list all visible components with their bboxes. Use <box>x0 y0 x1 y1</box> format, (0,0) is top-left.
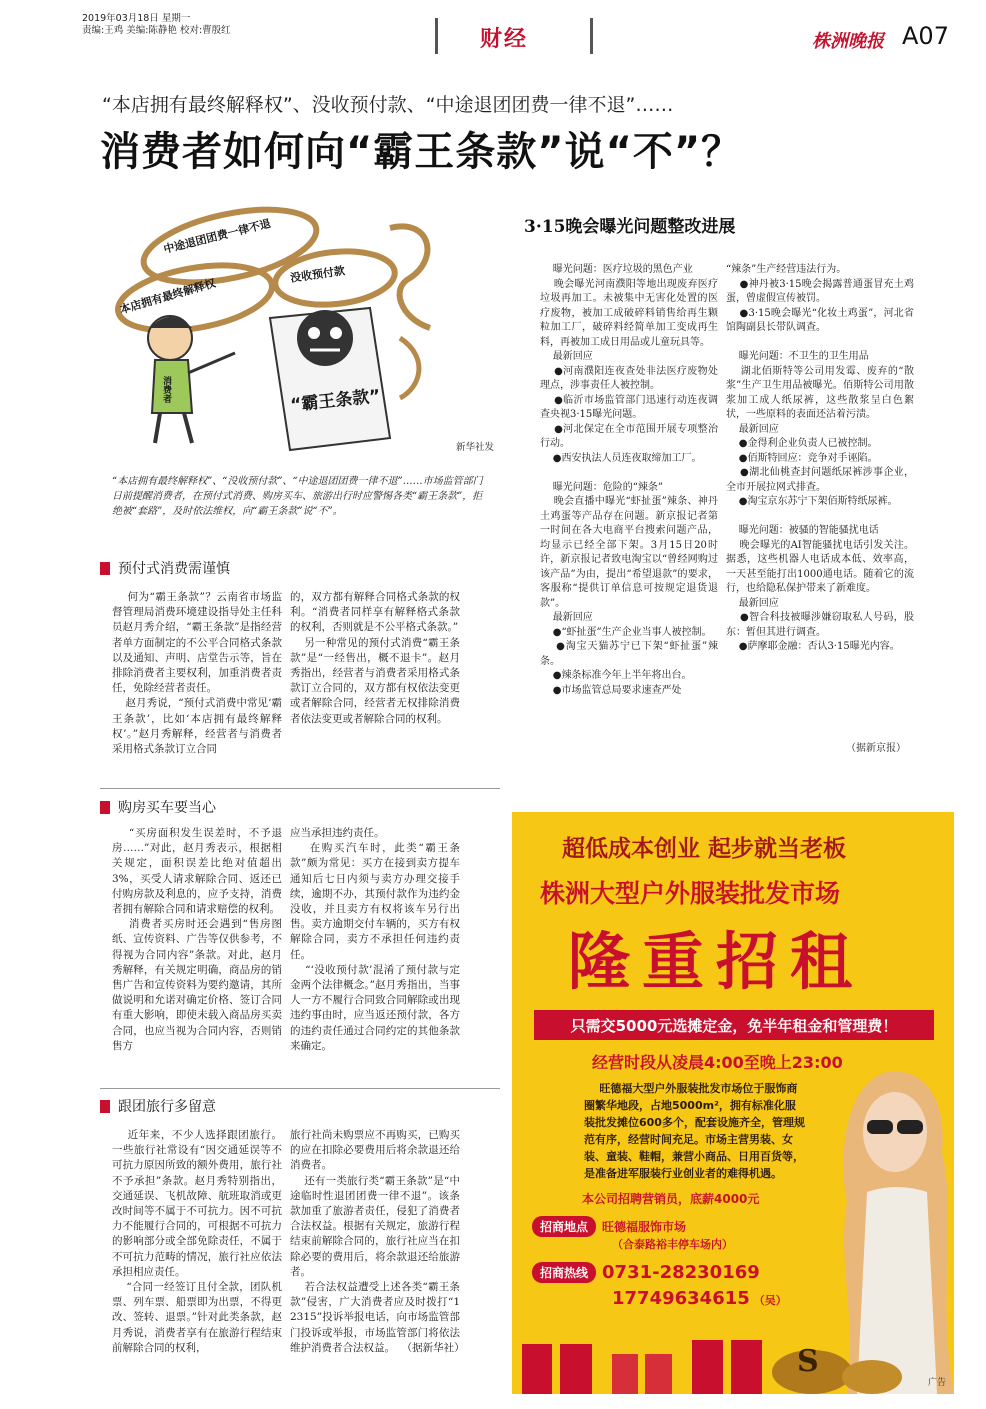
ad-phone-2: 17749634615 <box>612 1288 750 1309</box>
subhead-marker <box>100 801 110 814</box>
ad-phone-1: 0731-28230169 <box>602 1262 760 1283</box>
sidebar-credit: （据新京报） <box>846 743 906 754</box>
ad-description: 旺德福大型户外服装批发市场位于服饰商圈繁华地段，占地5000m²，拥有标准化服装批发摊位600多个，配套设施齐全，管理规范有序，经营时间充足。市场主营男装、女装、童装、鞋帽，兼营小商品、日用百货等，是准备进军服装行业创业者的难得机遇。 <box>584 1082 805 1180</box>
subhead-marker <box>100 1100 110 1113</box>
ad-phone-2-name: （吴） <box>753 1294 787 1307</box>
ad-phone-row <box>532 1262 760 1283</box>
ad-gifts-graphic <box>512 1322 954 1394</box>
section-rule-1 <box>100 788 500 789</box>
housing-column-2: 应当承担违约责任。 在购买汽车时，此类“霸王条款”颇为常见：买方在接到卖方提车通知后七日内须与卖方办理交接手续，逾期不办，其预付款作为违约金没收，并且卖方有权将该车另行出售。卖方逾期交付车辆的，买方有权解除合同，卖方不承担任何违约责任。 “‘没收预付款’混淆了预付款与定金两个法律概念。”赵月秀指出，当事人一方不履行合同致合同解除或出现违约事由时，应当返还预付款，各方的违约责任通过合同约定的其他条款来确定。 <box>290 827 460 1052</box>
prepaid-column-2: 的，双方都有解释合同格式条款的权利。“消费者同样享有解释格式条款的权利，否则就是不公平格式条款。” 另一种常见的预付式消费“霸王条款”是“一经售出，概不退卡”。赵月秀指出，经营者与消费者采用格式条款订立合同的，双方都有权依法变更或者解除合同，经营者无权排除消费者依法变更或者解除合同的权利。 <box>290 591 460 725</box>
subhead-text: 预付式消费需谨慎 <box>118 561 230 577</box>
illustration-caption: “本店拥有最终解释权”、“没收预付款”、“中途退团团费一律不退”……市场监管部门日前提醒消费者，在预付式消费、购房买车、旅游出行时应警惕各类“霸王条款”，拒绝被“套路”，及时依法维权，向“霸王条款”说“不”。 <box>112 476 483 517</box>
document-label: “霸王条款” <box>289 386 382 416</box>
subhead-travel <box>100 1096 216 1116</box>
sidebar-box <box>512 188 962 770</box>
page-number: A07 <box>902 22 949 50</box>
ad-mark: 广告 <box>927 1378 946 1388</box>
subhead-text: 跟团旅行多留意 <box>118 1099 216 1115</box>
newspaper-logo: 株洲晚报 <box>812 31 884 52</box>
ad-address-note: （合泰路裕丰停车场内） <box>612 1238 733 1251</box>
housing-column-1: “买房面积发生误差时，不予退房……”对此，赵月秀表示，根据相关规定，面积误差比绝对值超出3%，买受人请求解除合同、返还已付购房款及利息的，应予支持，消费者拥有解除合同和请求赔偿的权利。 消费者买房时还会遇到“售房图纸、宣传资料、广告等仅供参考，不得视为合同内容”条款。对此，赵月秀解释，有关规定明确，商品房的销售广告和宣传资料为要约邀请，其所做说明和允诺对确定价格、签订合同有重大影响，即使未载入商品房买卖合同，也应当视为合同内容，否则销售方 <box>112 827 282 1052</box>
gift-boxes <box>512 1322 954 1394</box>
ad-address-label: 招商地点 <box>532 1216 596 1237</box>
editor-line: 责编:王鸡 美编:陈静艳 校对:曹殷红 <box>82 25 231 36</box>
sidebar-title: 3·15晚会曝光问题整改进展 <box>524 217 736 237</box>
subhead-prepaid <box>100 558 230 578</box>
sidebar-column-2: “辣条”生产经营违法行为。 ●神丹被3·15晚会揭露普通蛋冒充土鸡蛋，曾虚假宣传被罚。 ●3·15晚会曝光“化妆土鸡蛋”，河北省馆陶副县长带队调查。 曝光问题：不卫生的卫生用品 湖北佰斯特等公司用发霉、废弃的“散浆”生产卫生用品被曝光。佰斯特公司用散浆加工成人纸尿裤，这些散浆呈白色絮状，一些原料的表面还沾着污渍。 最新回应 ●金得利企业负责人已被控制。 ●佰斯特回应：竞争对手诬陷。 ●湖北仙桃查封问题纸尿裤涉事企业，全市开展拉网式排查。 ●淘宝京东苏宁下架佰斯特纸尿裤。 曝光问题：被骚的智能骚扰电话 晚会曝光的AI智能骚扰电话引发关注。据悉，这些机器人电话成本低、效率高，一天甚至能打出1000通电话。随着它的流行，也给隐私保护带来了新难度。 最新回应 ●智合科技被曝涉嫌窃取私人号码，股东：暂但其进行调查。 ●萨摩耶金融：否认3·15曝光内容。 <box>726 264 915 652</box>
ad-market-name: 株洲大型户外服装批发市场 <box>540 879 841 908</box>
masthead-meta <box>82 13 312 37</box>
consumer-label: 消费者 <box>161 376 171 403</box>
advertisement <box>512 812 954 1394</box>
rope-label-2: 本店拥有最终解释权 <box>118 276 218 317</box>
prepaid-column-1: 何为“霸王条款”？云南省市场监督管理局消费环境建设指导处主任科员赵月秀介绍，“霸王条款”是指经营者单方面制定的不公平合同格式条款以及通知、声明、店堂告示等，旨在排除消费者主要权利，加重消费者责任，免除经营者责任。 赵月秀说，“预付式消费中常见‘霸王条款’，比如‘本店拥有最终解释权’。”赵月秀解释，经营者与消费者采用格式条款订立合同 <box>112 591 282 756</box>
article-headline: 消费者如何向“霸王条款”说“不”？ <box>100 129 743 175</box>
rope-label-1: 中途退团团费一律不退 <box>162 216 273 257</box>
section-title: 财经 <box>480 26 529 52</box>
coin-mark: S <box>797 1344 819 1379</box>
travel-column-2: 旅行社尚未购票应不再购买，已购买的应在扣除必要费用后将余款退还给消费者。 还有一类旅行类“霸王条款”是“中途临时性退团团费一律不退”。该条款加重了旅游者责任，侵犯了消费者合法权益。根据有关规定，旅游行程结束前解除合同的，旅行社应当在扣除必要的费用后，将余款退还给旅游者。 若合法权益遭受上述各类“霸王条款”侵害，广大消费者应及时拨打“12315”投诉举报电话，向市场监管部门投诉或举报，市场监管部门将依法维护消费者合法权益。 （据新华社） <box>290 1129 465 1354</box>
masthead-divider-left <box>435 18 438 54</box>
travel-column-1: 近年来，不少人选择跟团旅行。一些旅行社常设有“因交通延误等不可抗力原因所致的额外费用，旅行社不予承担”条款。赵月秀特别指出，交通延误、飞机故障、航班取消或更改时间等不属于不可抗力。因不可抗力不能履行合同的，可根据不可抗力的影响部分或全部免除责任，不属于不可抗力范畴的情况，旅行社应依法承担相应责任。 “合同一经签订且付全款，团队机票、列车票、船票即为出票，不得更改、签转、退票。”针对此类条款，赵月秀说，消费者享有在旅游行程结束前解除合同的权利， <box>112 1129 282 1354</box>
ad-slogan: 超低成本创业 起步就当老板 <box>562 835 847 862</box>
masthead-divider-right <box>590 18 593 54</box>
rope-label-3: 没收预付款 <box>289 264 346 285</box>
illustration-credit: 新华社发 <box>455 442 494 453</box>
ad-address: 旺德福服饰市场 <box>602 1220 687 1234</box>
ad-offer-banner: 只需交5000元选摊定金，免半年租金和管理费！ <box>534 1010 934 1040</box>
ad-headline: 隆重招租 <box>568 925 865 998</box>
ad-phone-row-2 <box>612 1288 787 1309</box>
subhead-text: 购房买车要当心 <box>118 800 216 816</box>
sidebar-column-1: 曝光问题：医疗垃圾的黑色产业 晚会曝光河南濮阳等地出现废弃医疗垃圾再加工。未被集中无害化处置的医疗废物，被加工成破碎料销售给再生颗粒加工厂，破碎料经简单加工变成再生料，再被加工成日用品或儿童玩具等。 最新回应 ●河南濮阳连夜查处非法医疗废物处理点，涉事责任人被控制。 ●临沂市场监管部门迅速行动连夜调查央视3·15曝光问题。 ●河北保定在全市范围开展专项整治行动。 ●西安执法人员连夜取缔加工厂。 曝光问题：危险的“辣条” 晚会直播中曝光“虾扯蛋”辣条、神丹土鸡蛋等产品存在问题。新京报记者第一时间在各大电商平台搜索问题产品，均显示已经全部下架。3月15日20时许，新京报记者致电淘宝以“曾经网购过该产品”为由，提出“希望退款”的要求，客服称“提供订单信息可按规定退货退款”。 最新回应 ●“虾扯蛋”生产企业当事人被控制。 ●淘宝天猫苏宁已下架“虾扯蛋”辣条。 ●辣条标准今年上半年将出台。 ●市场监管总局要求速查严处 <box>540 264 718 696</box>
ad-phone-label: 招商热线 <box>532 1262 596 1283</box>
cartoon-illustration <box>100 188 500 458</box>
subhead-marker <box>100 562 110 575</box>
date-line: 2019年03月18日 星期一 <box>82 13 191 24</box>
ad-hours: 经营时段从凌晨4:00至晚上23:00 <box>592 1053 843 1072</box>
ad-recruit: 本公司招聘营销员，底薪4000元 <box>582 1192 760 1206</box>
cartoon-drawing <box>100 188 500 458</box>
ad-address-row <box>532 1216 686 1237</box>
subhead-housing <box>100 797 216 817</box>
article-kicker: “本店拥有最终解释权”、没收预付款、“中途退团团费一律不退”…… <box>102 94 674 116</box>
section-rule-2 <box>100 1088 500 1089</box>
